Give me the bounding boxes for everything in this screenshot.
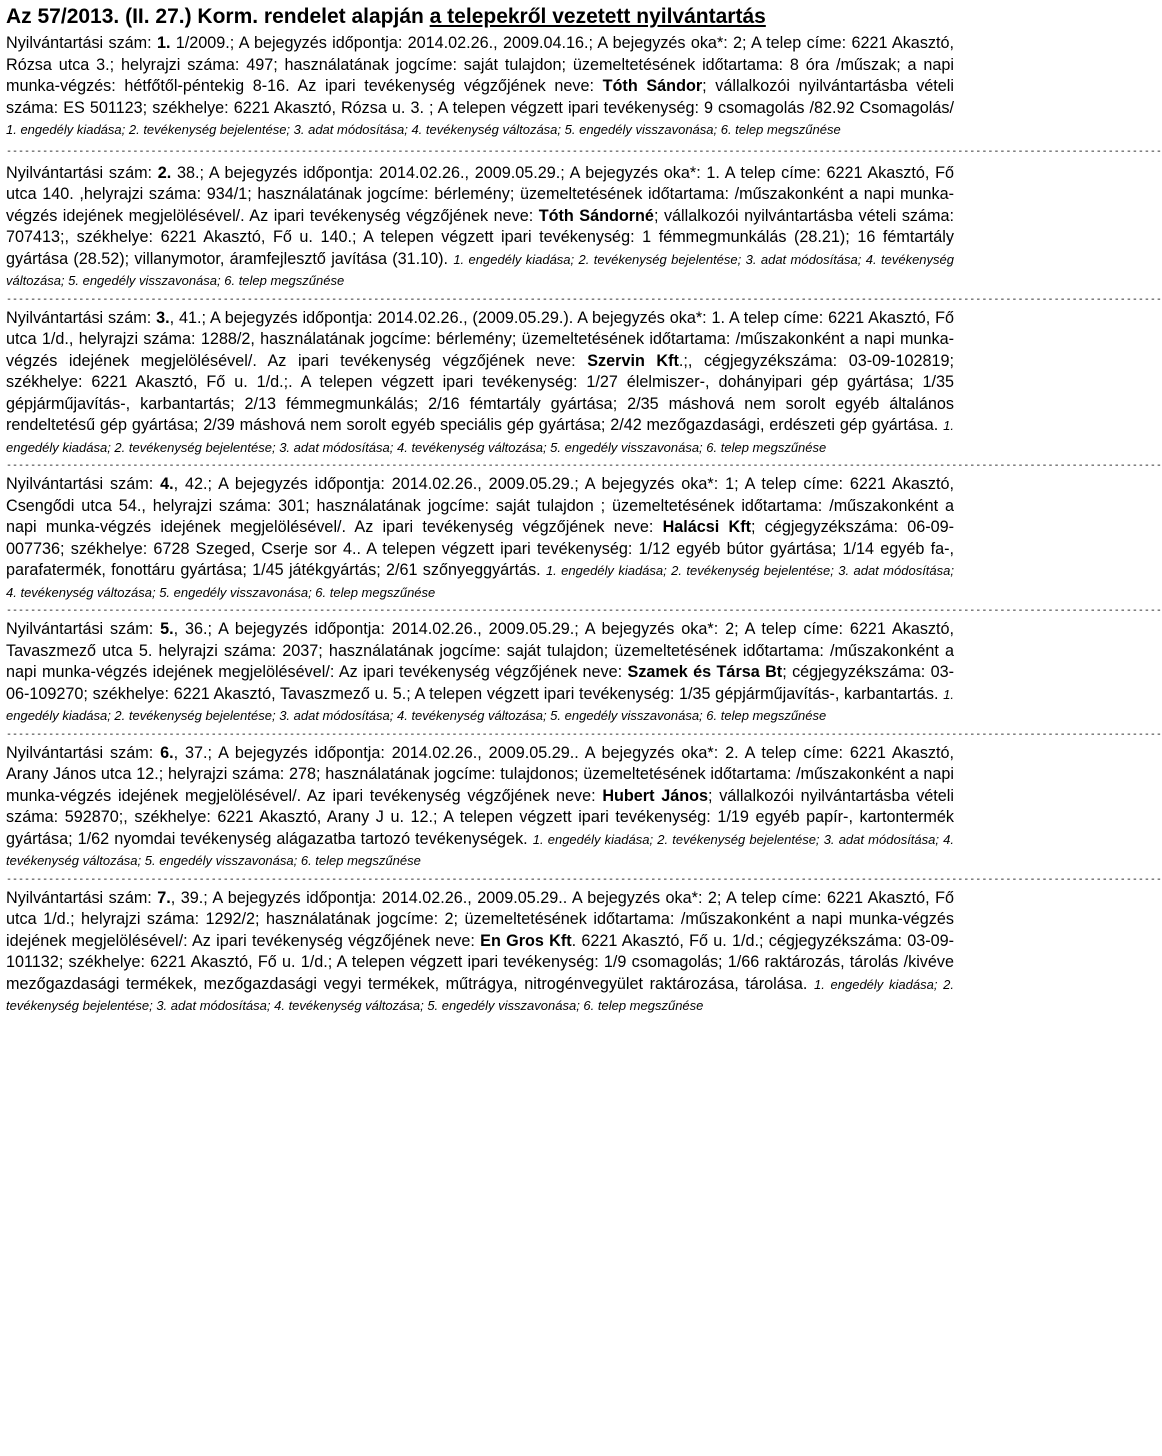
record-2 [6,163,954,292]
record-activity: . 6221 Akasztó, Fő u. 1/d.; cégjegyzékszáma: 03-09-101132; székhelye: 6221 Akasztó, Fő u. 1/d.; A telepen végzett ipari tevékenység: 1/9 csomagolás; 1/66 raktározás, tárolás /kivéve mezőgazdasági termékek, mezőgazdasági vegyi termékek, műtrágya, nitrogénvegyület raktározása, tárolása. [6,931,955,993]
status-legend: 1. engedély kiadása; 2. tevékenység bejelentése; 3. adat módosítása; 4. tevékenység változása; 5. engedély visszavonása; 6. telep megszűnése [6,251,954,288]
status-legend: 1. engedély kiadása; 2. tevékenység bejelentése; 3. adat módosítása; 4. tevékenység változása; 5. engedély visszavonása; 6. telep megszűnése [6,831,954,868]
record-activity: ; vállalkozói nyilvántartásba vételi száma: ES 501123; székhelye: 6221 Akasztó, Rózsa u. 3. ; A telepen végzett ipari tevékenység: 9 csomagolás /82.92 Csomagolás/ [6,77,954,117]
separator-line: ------------------------------------------------------------------------------------------------------------------------------------------------------------------------------------------------ [6,873,1162,885]
record-number: 4. [160,475,174,493]
status-legend: 1. engedély kiadása; 2. tevékenység bejelentése; 3. adat módosítása; 4. tevékenység változása; 5. engedély visszavonása; 6. telep megszűnése [6,686,954,723]
record-details: 38.; A bejegyzés időpontja: 2014.02.26., 2009.05.29.; A bejegyzés oka*: 1. A telep címe: 6221 Akasztó, Fő utca 140. ,helyrajzi száma: 934/1; használatának jogcíme: bérlemény; üzemeltetésének időtartama: /műszakonként a napi munka-végzés idejének megjelölésével/. Az ipari tevékenység végzőjének neve: [6,163,955,225]
record-label: Nyilvántartási szám: [6,308,157,327]
operator-name: Halácsi Kft [662,518,752,536]
record-7 [6,888,954,1017]
record-details: , 41.; A bejegyzés időpontja: 2014.02.26., (2009.05.29.). A bejegyzés oka*: 1. A telep címe: 6221 Akasztó, Fő utca 1/d., helyrajzi száma: 1288/2, használatának jogcíme: bérlemény; üzemeltetésének időtartama: /műszakonként a napi munka-végzés idejének megjelölésével/. Az ipari tevékenység végzőjének neve: [6,308,954,370]
record-text [6,619,954,727]
title-underlined: a telepekről vezetett nyilvántartás [429,5,766,28]
record-number: 3. [156,308,170,327]
record-label: Nyilvántartási szám: [6,888,158,907]
record-number: 7. [157,888,171,907]
record-5 [6,619,954,727]
record-details: , 39.; A bejegyzés időpontja: 2014.02.26., 2009.05.29.. A bejegyzés oka*: 2; A telep címe: 6221 Akasztó, Fő utca 1/d.; helyrajzi száma: 1292/2; használatának jogcíme: 2; üzemeltetésének időtartama: /műszakonként a napi munka-végzés idejének megjelölésével/: Az ipari tevékenység végzőjének neve: [6,888,955,950]
record-4 [6,474,954,603]
document-page [0,4,1162,1456]
status-legend: 1. engedély kiadása; 2. tevékenység bejelentése; 3. adat módosítása; 4. tevékenység változása; 5. engedély visszavonása; 6. telep megszűnése [6,563,954,600]
operator-name: Szamek és Társa Bt [627,663,783,681]
record-label: Nyilvántartási szám: [6,743,161,762]
record-number: 5. [160,620,174,638]
record-1 [6,33,954,141]
record-details: , 42.; A bejegyzés időpontja: 2014.02.26., 2009.05.29.; A bejegyzés oka*: 1; A telep címe: 6221 Akasztó, Csengődi utca 54., helyrajzi száma: 301; használatának jogcíme: saját tulajdon ; üzemeltetésének időtartama: /műszakonként a napi munka-végzés idejének megjelölésével/. Az ipari tevékenység végzőjének neve: [6,475,955,536]
record-text [6,888,954,1017]
record-activity: ; vállalkozói nyilvántartásba vételi száma: 592870;, székhelye: 6221 Akasztó, Arany J u. 12.; A telepen végzett ipari tevékenység: 1/19 egyéb papír-, kartontermék gyártása; 1/62 nyomdai tevékenység alágazatba tartozó tevékenységek. [6,786,954,848]
record-label: Nyilvántartási szám: [6,620,161,638]
record-activity: ; cégjegyzékszáma: 06-09-007736; székhelye: 6728 Szeged, Cserje sor 4.. A telepen végzett ipari tevékenység: 1/12 egyéb bútor gyártása; 1/14 egyéb fa-, parafatermék, fonottáru gyártása; 1/45 játékgyártás; 2/61 szőnyeggyártás. [6,518,954,579]
record-number: 6. [160,743,174,762]
record-text [6,163,954,292]
record-label: Nyilvántartási szám: [6,163,158,182]
record-details: 1/2009.; A bejegyzés időpontja: 2014.02.26., 2009.04.16.; A bejegyzés oka*: 2; A telep címe: 6221 Akasztó, Rózsa utca 3.; helyrajzi száma: 497; használatának jogcíme: saját tulajdon; üzemeltetésének időtartama: 8 óra /műszak; a napi munka-végzés: hétfőtől-péntekig 8-16. Az ipari tevékenység végzőjének neve: [6,34,954,95]
title-prefix: Az 57/2013. (II. 27.) Korm. rendelet alapján [6,5,430,28]
status-legend: 1. engedély kiadása; 2. tevékenység bejelentése; 3. adat módosítása; 4. tevékenység változása; 5. engedély visszavonása; 6. telep megszűnése [6,122,841,137]
record-details: , 36.; A bejegyzés időpontja: 2014.02.26., 2009.05.29.; A bejegyzés oka*: 2; A telep címe: 6221 Akasztó, Tavaszmező utca 5. helyrajzi száma: 2037; használatának jogcíme: saját tulajdon; üzemeltetésének időtartama: /műszakonként a napi munka-végzés idejének megjelölésével/: Az ipari tevékenység végzőjének neve: [6,620,955,681]
record-text [6,743,954,872]
separator-line: ------------------------------------------------------------------------------------------------------------------------------------------------------------------------------------------------ [6,293,1162,305]
operator-name: En Gros Kft [480,931,572,950]
record-label: Nyilvántartási szám: [6,34,157,52]
separator-line: ------------------------------------------------------------------------------------------------------------------------------------------------------------------------------------------------ [6,605,1162,616]
operator-name: Tóth Sándorné [538,206,654,225]
record-activity: .;, cégjegyzékszáma: 03-09-102819; székhelye: 6221 Akasztó, Fő u. 1/d.;. A telepen végzett ipari tevékenység: 1/27 élelmiszer-, dohányipari gép gyártása; 1/35 gépjárműjavítás-, karbantartás; 2/13 fémmegmunkálás; 2/16 fémtartály gyártása; 2/35 máshová nem sorolt egyéb általános rendeltetésű gép gyártása; 2/39 máshová nem sorolt egyéb speciális gép gyártása; 2/42 mezőgazdasági, erdészeti gép gyártása. [6,351,955,434]
status-legend: 1. engedély kiadása; 2. tevékenység bejelentése; 3. adat módosítása; 4. tevékenység változása; 5. engedély visszavonása; 6. telep megszűnése [6,976,954,1013]
operator-name: Hubert János [602,786,708,805]
record-number: 1. [156,34,171,52]
status-legend: 1. engedély kiadása; 2. tevékenység bejelentése; 3. adat módosítása; 4. tevékenység változása; 5. engedély visszavonása; 6. telep megszűnése [6,418,954,455]
separator-line: ------------------------------------------------------------------------------------------------------------------------------------------------------------------------------------------------ [6,145,1162,157]
record-3 [6,308,954,459]
document-title [6,4,954,29]
operator-name: Tóth Sándor [602,77,703,95]
record-activity: ; vállalkozói nyilvántartásba vételi száma: 707413;, székhelye: 6221 Akasztó, Fő u. 140.; A telepen végzett ipari tevékenység: 1 fémmegmunkálás (28.21); 16 fémtartály gyártása (28.52); villanymotor, áramfejlesztő javítása (31.10). [6,206,954,268]
record-activity: ; cégjegyzékszáma: 03-06-109270; székhelye: 6221 Akasztó, Tavaszmező u. 5.; A telepen végzett ipari tevékenység: 1/35 gépjárműjavítás-, karbantartás. [6,663,954,703]
record-label: Nyilvántartási szám: [6,475,161,493]
record-details: , 37.; A bejegyzés időpontja: 2014.02.26., 2009.05.29.. A bejegyzés oka*: 2. A telep címe: 6221 Akasztó, Arany János utca 12.; helyrajzi száma: 278; használatának jogcíme: tulajdonos; üzemeltetésének időtartama: /műszakonként a napi munka-végzés idejének megjelölésével/. Az ipari tevékenység végzőjének neve: [6,743,955,805]
separator-line: ------------------------------------------------------------------------------------------------------------------------------------------------------------------------------------------------ [6,728,1162,740]
record-text [6,33,954,141]
record-text [6,474,954,603]
separator-line: ------------------------------------------------------------------------------------------------------------------------------------------------------------------------------------------------ [6,460,1162,471]
operator-name: Szervin Kft [587,351,679,370]
record-number: 2. [157,163,172,182]
record-6 [6,743,954,872]
record-text [6,308,954,459]
